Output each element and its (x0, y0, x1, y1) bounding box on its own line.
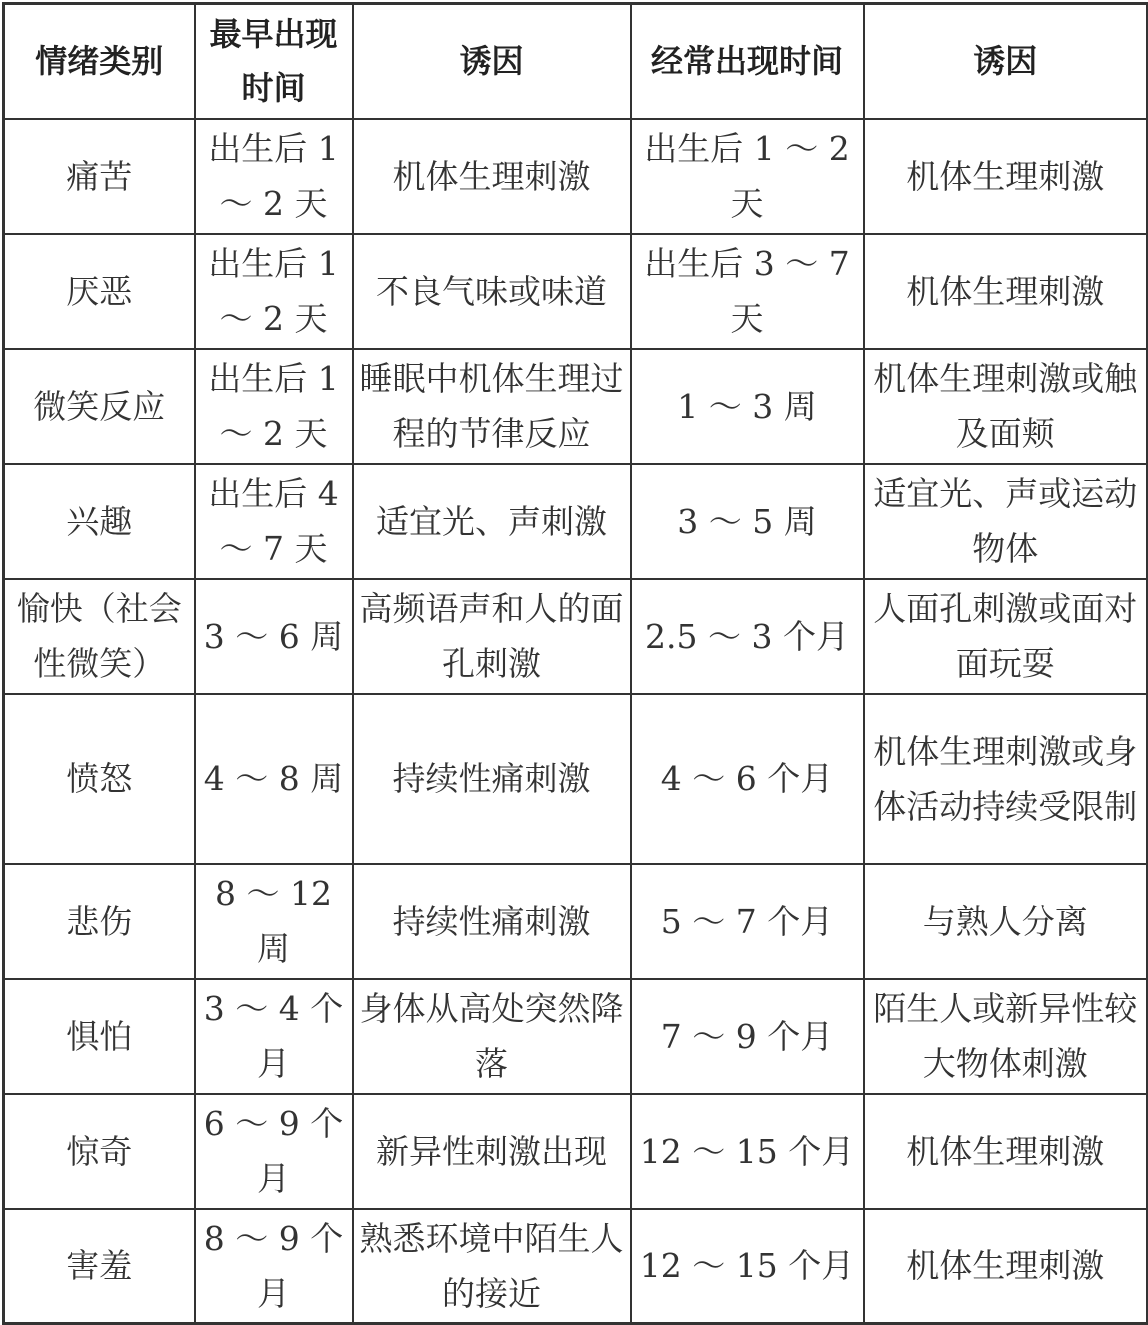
cell-cause-2: 机体生理刺激 (864, 119, 1148, 234)
cell-emotion: 兴趣 (4, 464, 195, 579)
cell-cause-2: 机体生理刺激 (864, 1094, 1148, 1209)
table-row (4, 864, 1148, 979)
cell-cause-2: 与熟人分离 (864, 864, 1148, 979)
cell-cause-1: 适宜光、声刺激 (353, 464, 631, 579)
cell-frequent-time: 12 ～ 15 个月 (631, 1209, 864, 1324)
cell-cause-2: 机体生理刺激 (864, 234, 1148, 349)
cell-frequent-time: 出生后 3 ～ 7 天 (631, 234, 864, 349)
cell-emotion: 害羞 (4, 1209, 195, 1324)
cell-earliest-time: 出生后 1 ～ 2 天 (195, 349, 353, 464)
cell-cause-1: 身体从高处突然降落 (353, 979, 631, 1094)
cell-cause-1: 新异性刺激出现 (353, 1094, 631, 1209)
cell-frequent-time: 2.5 ～ 3 个月 (631, 579, 864, 694)
cell-earliest-time: 出生后 1 ～ 2 天 (195, 119, 353, 234)
cell-frequent-time: 4 ～ 6 个月 (631, 694, 864, 864)
emotion-development-table (2, 2, 1148, 1325)
cell-cause-1: 机体生理刺激 (353, 119, 631, 234)
table-row (4, 1209, 1148, 1324)
table-row (4, 694, 1148, 864)
table-row (4, 579, 1148, 694)
header-cause-1: 诱因 (353, 4, 631, 119)
cell-cause-2: 机体生理刺激或触及面颊 (864, 349, 1148, 464)
header-emotion-category: 情绪类别 (4, 4, 195, 119)
cell-earliest-time: 3 ～ 6 周 (195, 579, 353, 694)
cell-frequent-time: 12 ～ 15 个月 (631, 1094, 864, 1209)
header-earliest-time: 最早出现时间 (195, 4, 353, 119)
cell-cause-2: 人面孔刺激或面对面玩耍 (864, 579, 1148, 694)
cell-emotion: 惊奇 (4, 1094, 195, 1209)
cell-earliest-time: 8 ～ 12 周 (195, 864, 353, 979)
cell-emotion: 微笑反应 (4, 349, 195, 464)
table-row (4, 979, 1148, 1094)
header-frequent-time: 经常出现时间 (631, 4, 864, 119)
cell-emotion: 愉快（社会性微笑） (4, 579, 195, 694)
cell-emotion: 痛苦 (4, 119, 195, 234)
cell-frequent-time: 7 ～ 9 个月 (631, 979, 864, 1094)
cell-cause-2: 适宜光、声或运动物体 (864, 464, 1148, 579)
table-row (4, 1094, 1148, 1209)
cell-frequent-time: 出生后 1 ～ 2 天 (631, 119, 864, 234)
cell-emotion: 悲伤 (4, 864, 195, 979)
cell-frequent-time: 1 ～ 3 周 (631, 349, 864, 464)
cell-earliest-time: 出生后 4 ～ 7 天 (195, 464, 353, 579)
cell-earliest-time: 6 ～ 9 个月 (195, 1094, 353, 1209)
header-cause-2: 诱因 (864, 4, 1148, 119)
cell-earliest-time: 8 ～ 9 个月 (195, 1209, 353, 1324)
cell-cause-1: 不良气味或味道 (353, 234, 631, 349)
cell-cause-2: 机体生理刺激或身体活动持续受限制 (864, 694, 1148, 864)
cell-cause-1: 持续性痛刺激 (353, 864, 631, 979)
cell-cause-1: 高频语声和人的面孔刺激 (353, 579, 631, 694)
cell-cause-2: 机体生理刺激 (864, 1209, 1148, 1324)
cell-emotion: 惧怕 (4, 979, 195, 1094)
cell-cause-2: 陌生人或新异性较大物体刺激 (864, 979, 1148, 1094)
cell-frequent-time: 3 ～ 5 周 (631, 464, 864, 579)
cell-earliest-time: 3 ～ 4 个月 (195, 979, 353, 1094)
table-row (4, 464, 1148, 579)
cell-earliest-time: 4 ～ 8 周 (195, 694, 353, 864)
cell-frequent-time: 5 ～ 7 个月 (631, 864, 864, 979)
cell-emotion: 愤怒 (4, 694, 195, 864)
cell-cause-1: 持续性痛刺激 (353, 694, 631, 864)
table-row (4, 349, 1148, 464)
cell-cause-1: 睡眠中机体生理过程的节律反应 (353, 349, 631, 464)
cell-emotion: 厌恶 (4, 234, 195, 349)
cell-cause-1: 熟悉环境中陌生人的接近 (353, 1209, 631, 1324)
table-row (4, 234, 1148, 349)
table-row (4, 119, 1148, 234)
header-row (4, 4, 1148, 119)
cell-earliest-time: 出生后 1 ～ 2 天 (195, 234, 353, 349)
